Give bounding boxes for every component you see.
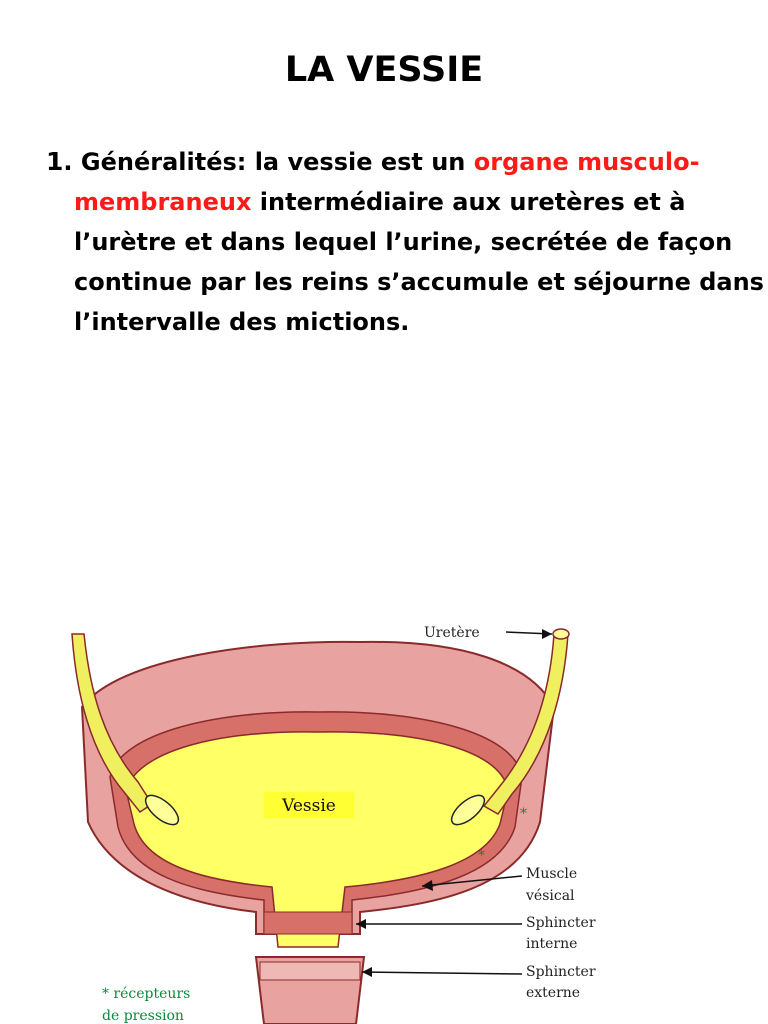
sphincter-externe-line2: externe [526, 985, 581, 1001]
paragraph-highlight: organe musculo-membraneux [74, 148, 700, 216]
sphincter-interne-line1: Sphincter [526, 915, 596, 931]
paragraph-number: 1 [46, 147, 64, 176]
muscle-label-line2: vésical [526, 888, 575, 904]
paragraph-dot: . [63, 148, 81, 176]
bladder-diagram [60, 612, 640, 1024]
paragraph-rest: intermédiaire aux uretères et à l’urètre et dans lequel l’urine, secrétée de façon continue par les reins s’accumule et séjourne dans l’intervalle des mictions. [74, 188, 764, 336]
external-sphincter [260, 962, 360, 980]
recepteurs-label-line2: de pression [102, 1008, 184, 1024]
internal-sphincter [264, 912, 352, 934]
uretere-label: Uretère [424, 625, 480, 641]
ureter-end [553, 629, 569, 639]
sphincter-externe-line1: Sphincter [526, 964, 596, 980]
muscle-label-line1: Muscle [526, 866, 578, 882]
sphincter-externe-pointer [362, 972, 522, 974]
paragraph-lead: Généralités: la vessie est un [80, 148, 474, 176]
generalites-paragraph [46, 142, 764, 342]
bladder-svg [60, 612, 640, 1024]
receptor-marker-2: * [478, 848, 485, 864]
vessie-label: Vessie [282, 796, 336, 816]
sphincter-interne-line2: interne [526, 936, 578, 952]
recepteurs-label-line1: * récepteurs [102, 986, 191, 1002]
receptor-marker-1: * [520, 806, 527, 822]
uretere-arrowhead [542, 629, 552, 639]
page-title: LA VESSIE [284, 50, 484, 90]
